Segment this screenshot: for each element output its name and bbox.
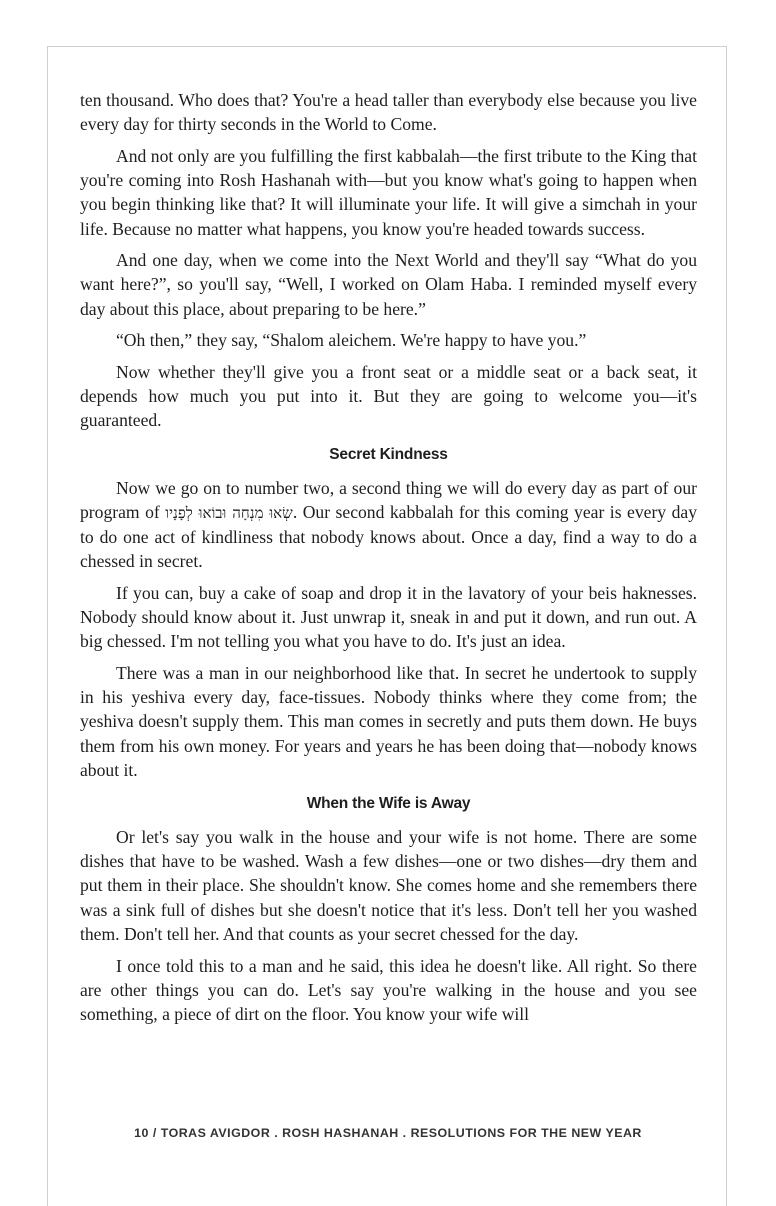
paragraph: If you can, buy a cake of soap and drop it in the lavatory of your beis haknesses. Nobody should know about it. Just unwrap it, sneak in and put it down, and run out. A big chessed. I'm not telling you what you have to do. It's just an idea. bbox=[80, 582, 697, 652]
section-heading-secret-kindness: Secret Kindness bbox=[329, 445, 448, 463]
hebrew-quote: שְׂאוּ מִנְחָה וּבוֹאוּ לְפָנָיו bbox=[165, 503, 293, 522]
paragraph: And not only are you fulfilling the first kabbalah—the first tribute to the King that you're coming into Rosh Hashanah with—but you know what's going to happen when you begin thinking like that? It will illuminate your life. It will give a simchah in your life. Because no matter what happens, you know you're headed towards success. bbox=[80, 145, 697, 239]
paragraph-text: . Our second kabbalah for this coming year is every day to do one act of kindliness that nobody knows about. Once a day, find a way to do a chessed in secret. bbox=[80, 501, 697, 572]
paragraph bbox=[80, 476, 697, 574]
paragraph: There was a man in our neighborhood like that. In secret he undertook to supply in his yeshiva every day, face-tissues. Nobody thinks where they come from; the yeshiva doesn't supply them. This man comes in secretly and puts them down. He buys them from his own money. For years and years he has been doing that—nobody knows about it. bbox=[80, 663, 697, 780]
paragraph: “Oh then,” they say, “Shalom aleichem. We're happy to have you.” bbox=[116, 330, 587, 351]
paragraph: Or let's say you walk in the house and your wife is not home. There are some dishes that have to be washed. Wash a few dishes—one or two dishes—dry them and put them in their place. She shouldn't know. She comes home and she remembers there was a sink full of dishes but she doesn't notice that it's less. Don't tell her you washed them. Don't tell her. And that counts as your secret chessed for the day. bbox=[80, 827, 697, 944]
paragraph: I once told this to a man and he said, this idea he doesn't like. All right. So there are other things you can do. Let's say you're walking in the house and you see something, a piece of dirt on the floor. You know your wife will bbox=[80, 955, 697, 1024]
paragraph-text: Now we go on to number two, a second thing we will do every day as part of our program of bbox=[80, 477, 697, 522]
page-footer: 10 / TORAS AVIGDOR . ROSH HASHANAH . RESOLUTIONS FOR THE NEW YEAR bbox=[134, 1126, 642, 1140]
paragraph: And one day, when we come into the Next World and they'll say “What do you want here?”, so you'll say, “Well, I worked on Olam Haba. I reminded myself every day about this place, about preparing to be here.” bbox=[80, 250, 697, 319]
paragraph: Now whether they'll give you a front seat or a middle seat or a back seat, it depends how much you put into it. But they are going to welcome you—it's guaranteed. bbox=[80, 362, 697, 431]
section-heading-wife-away: When the Wife is Away bbox=[306, 795, 471, 813]
page-body bbox=[80, 88, 697, 1034]
paragraph: ten thousand. Who does that? You're a head taller than everybody else because you live every day for thirty seconds in the World to Come. bbox=[80, 90, 697, 135]
